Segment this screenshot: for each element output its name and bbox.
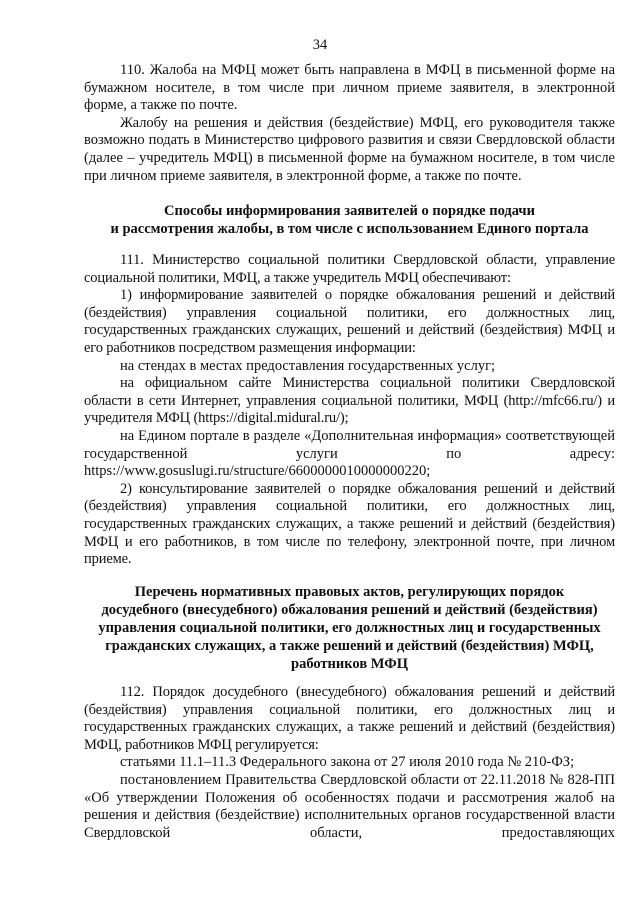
- heading-line: Перечень нормативных правовых актов, регулирующих порядок: [134, 584, 565, 600]
- paragraph-111-item-2: 2) консультирование заявителей о порядке обжалования решений и действий (бездействия) управления социальной политики, его должностных лиц, государственных гражданских служащих, а также решений и действий (бездействия) МФЦ и его работников, в том числе по телефону, электронной почте, при личном приеме.: [84, 480, 615, 568]
- portal-url: https://www.gosuslugi.ru/structure/6600000010000000220;: [84, 463, 431, 480]
- heading-line: досудебного (внесудебного) обжалования решений и действий (бездействия): [101, 602, 598, 618]
- heading-line: Способы информирования заявителей о порядке подачи: [164, 203, 535, 219]
- heading-line: управления социальной политики, его должностных лиц и государственных: [98, 620, 601, 636]
- heading-line: гражданских служащих, а также решений и действий (бездействия) МФЦ,: [105, 638, 594, 654]
- paragraph-portal: на Едином портале в разделе «Дополнительная информация» соответствующей государственной услуги по адресу:: [84, 427, 615, 462]
- paragraph-110: 110. Жалоба на МФЦ может быть направлена в МФЦ в письменной форме на бумажном носителе, в том числе при личном приеме заявителя, в электронной форме, а также по почте.: [84, 62, 615, 114]
- paragraph-law: статьями 11.1–11.3 Федерального закона от 27 июля 2010 года № 210-ФЗ;: [120, 754, 575, 771]
- paragraph-website: на официальном сайте Министерства социальной политики Свердловской области в сети Интернет, управления социальной политики, МФЦ (http://mfc66.ru/) и учредителя МФЦ (https://digital.midural.ru/);: [84, 375, 615, 427]
- paragraph-decree: постановлением Правительства Свердловской области от 22.11.2018 № 828-ПП «Об утверждении Положения об особенностях подачи и рассмотрения жалоб на решения и действия (бездействие) исполнительных органов государственной власти Свердловской области, предоставляющих: [84, 771, 615, 841]
- paragraph-111-item-1: 1) информирование заявителей о порядке обжалования решений и действий (бездействия) управления социальной политики, его должностных лиц, государственных гражданских служащих, решений и действий (бездействия) МФЦ и его работников посредством размещения информации:: [84, 287, 615, 356]
- section-110: [84, 62, 615, 185]
- paragraph-110-complaint-mfc: Жалобу на решения и действия (бездействие) МФЦ, его руководителя также возможно подать в Министерство цифрового развития и связи Свердловской области (далее – учредитель МФЦ) в письменной форме на бумажном носителе, в том числе при личном приеме заявителя, в электронной форме, а также по почте.: [84, 114, 615, 184]
- heading-line: работников МФЦ: [291, 656, 408, 672]
- page-number: 34: [312, 37, 328, 53]
- heading-line: и рассмотрения жалобы, в том числе с использованием Единого портала: [110, 221, 589, 237]
- heading-normative-acts: [84, 583, 615, 673]
- paragraph-stands: на стендах в местах предоставления государственных услуг;: [120, 357, 496, 374]
- heading-informing-methods: [84, 202, 615, 238]
- section-111: [84, 252, 615, 569]
- paragraph-112: 112. Порядок досудебного (внесудебного) обжалования решений и действий (бездействия) управления социальной политики, его должностных лиц и государственных гражданских служащих, а также решений и действий (бездействия) МФЦ, работников МФЦ регулируется:: [84, 684, 615, 753]
- section-112: [84, 684, 615, 842]
- paragraph-111: 111. Министерство социальной политики Свердловской области, управление социальной политики, МФЦ, а также учредитель МФЦ обеспечивают:: [84, 252, 615, 286]
